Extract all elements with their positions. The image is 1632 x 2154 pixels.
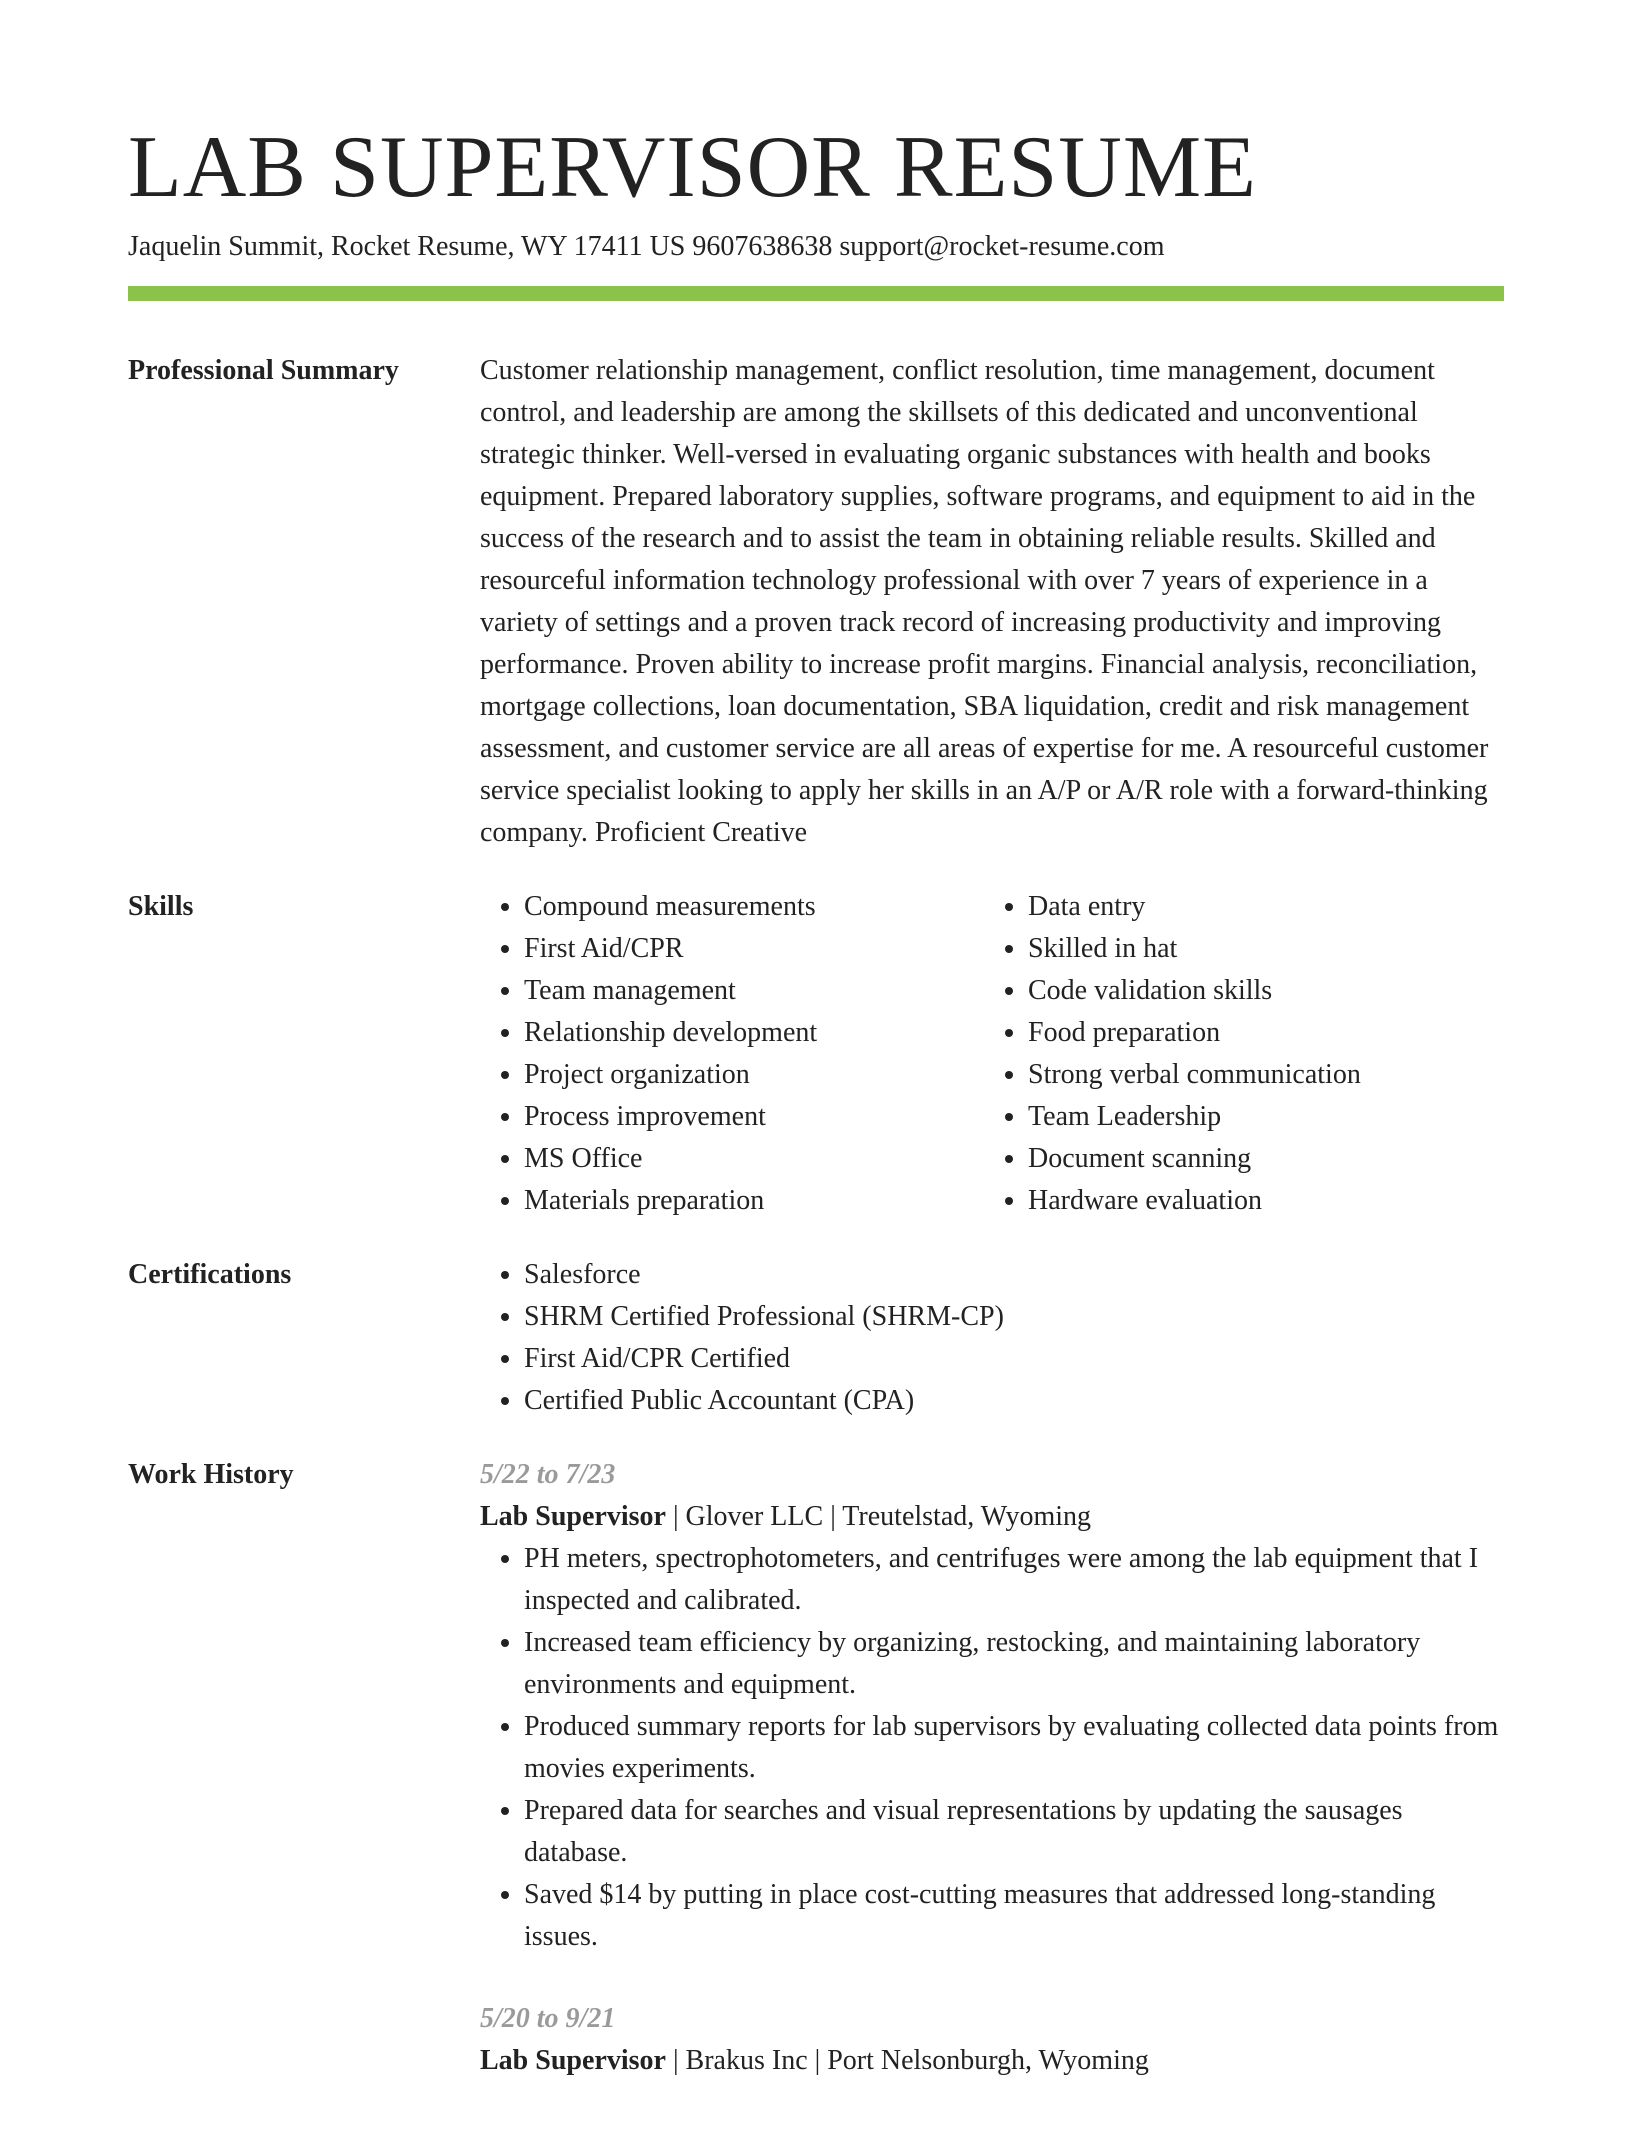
job-separator: |: [823, 1501, 843, 1532]
section-label-summary: Professional Summary: [128, 355, 399, 386]
job-title: Lab Supervisor: [480, 2045, 666, 2076]
job-heading: [480, 1496, 1504, 1538]
certification-item: • SHRM Certified Professional (SHRM-CP): [524, 1296, 1504, 1338]
job-bullet: • Produced summary reports for lab supervisors by evaluating collected data points from movies experiments.: [524, 1706, 1504, 1790]
job-title: Lab Supervisor: [480, 1501, 666, 1532]
skills-column-right: [984, 886, 1488, 1222]
resume-title: LAB SUPERVISOR RESUME: [128, 119, 1257, 216]
job-location: Port Nelsonburgh, Wyoming: [827, 2045, 1149, 2076]
job-heading: [480, 2040, 1504, 2082]
job-bullets: [480, 1538, 1504, 1958]
job-separator: |: [807, 2045, 828, 2076]
skill-item: • First Aid/CPR: [524, 928, 984, 970]
skill-item: • Data entry: [1028, 886, 1488, 928]
job-bullet: • PH meters, spectrophotometers, and centrifuges were among the lab equipment that I inspected and calibrated.: [524, 1538, 1504, 1622]
job-company: Glover LLC: [685, 1501, 824, 1532]
job-entry: [480, 1998, 1504, 2082]
skill-item: • Food preparation: [1028, 1012, 1488, 1054]
certification-item: • Certified Public Accountant (CPA): [524, 1380, 1504, 1422]
job-bullet: • Saved $14 by putting in place cost-cutting measures that addressed long-standing issues.: [524, 1874, 1504, 1958]
skills-column-left: [480, 886, 984, 1222]
section-label-certifications: Certifications: [128, 1259, 292, 1290]
summary-body: [480, 350, 1504, 854]
certifications-body: [480, 1254, 1504, 1422]
skill-item: • Project organization: [524, 1054, 984, 1096]
skills-list-left: [480, 886, 984, 1222]
contact-line: Jaquelin Summit, Rocket Resume, WY 17411 US 9607638638 support@rocket-resume.com: [128, 231, 1165, 262]
skill-item: • Document scanning: [1028, 1138, 1488, 1180]
skill-item: • Materials preparation: [524, 1180, 984, 1222]
certification-item: • Salesforce: [524, 1254, 1504, 1296]
certification-item: • First Aid/CPR Certified: [524, 1338, 1504, 1380]
skill-item: • Strong verbal communication: [1028, 1054, 1488, 1096]
skill-item: • Code validation skills: [1028, 970, 1488, 1012]
skill-item: • Team management: [524, 970, 984, 1012]
skills-section: [128, 886, 1504, 1222]
skill-item: • MS Office: [524, 1138, 984, 1180]
skills-grid: [480, 886, 1504, 1222]
professional-summary-section: [128, 350, 1504, 854]
resume-sections: [128, 350, 1504, 2154]
section-label-skills: Skills: [128, 891, 194, 922]
job-location: Treutelstad, Wyoming: [842, 1501, 1092, 1532]
header-divider: [128, 286, 1504, 301]
job-bullet: • Increased team efficiency by organizing, restocking, and maintaining laboratory environments and equipment.: [524, 1622, 1504, 1706]
job-entry: [480, 1454, 1504, 1958]
job-separator: |: [665, 1501, 686, 1532]
job-dates: 5/20 to 9/21: [480, 2003, 616, 2034]
job-separator: |: [665, 2045, 686, 2076]
skill-item: • Compound measurements: [524, 886, 984, 928]
skills-list-right: [984, 886, 1488, 1222]
skill-item: • Hardware evaluation: [1028, 1180, 1488, 1222]
job-company: Brakus Inc: [685, 2045, 808, 2076]
section-label-work-history: Work History: [128, 1459, 294, 1490]
summary-text: Customer relationship management, conflict resolution, time management, document control, and leadership are among the skillsets of this dedicated and unconventional strategic thinker. Well-versed in evaluating organic substances with health and books equipment. Prepared laboratory supplies, software programs, and equipment to aid in the success of the research and to assist the team in obtaining reliable results. Skilled and resourceful information technology professional with over 7 years of experience in a variety of settings and a proven track record of increasing productivity and improving performance. Proven ability to increase profit margins. Financial analysis, reconciliation, mortgage collections, loan documentation, SBA liquidation, credit and risk management assessment, and customer service are all areas of expertise for me. A resourceful customer service specialist looking to apply her skills in an A/P or A/R role with a forward-thinking company. Proficient Creative: [480, 355, 1489, 848]
skill-item: • Skilled in hat: [1028, 928, 1488, 970]
skill-item: • Relationship development: [524, 1012, 984, 1054]
resume-header: [128, 118, 1504, 264]
certifications-list: [480, 1254, 1504, 1422]
skill-item: • Process improvement: [524, 1096, 984, 1138]
job-bullet: • Prepared data for searches and visual representations by updating the sausages database.: [524, 1790, 1504, 1874]
work-history-body: [480, 1454, 1504, 2122]
certifications-section: [128, 1254, 1504, 1422]
skill-item: • Team Leadership: [1028, 1096, 1488, 1138]
work-history-section: [128, 1454, 1504, 2122]
job-dates: 5/22 to 7/23: [480, 1459, 616, 1490]
